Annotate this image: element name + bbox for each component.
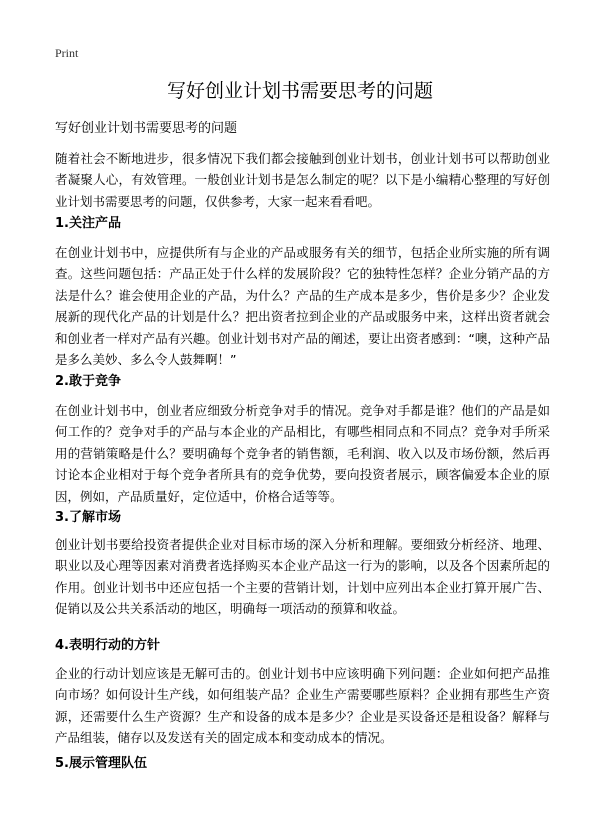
section-heading-management-team: 5.展示管理队伍 <box>55 756 147 771</box>
section-heading-market: 3.了解市场 <box>55 510 121 525</box>
section-body-product: 在创业计划书中，应提供所有与企业的产品或服务有关的细节，包括企业所实施的所有调查。这些问题包括：产品正处于什么样的发展阶段？它的独特性怎样？企业分销产品的方法是什么？谁会使用企业的产品，为什么？产品的生产成本是多少，售价是多少？企业发展新的现代化产品的计划是什么？把出资者拉到企业的产品或服务中来，这样出资者就会和创业者一样对产品有兴趣。创业计划书对产品的阐述，要让出资者感到：“噢，这种产品是多么美妙、多么令人鼓舞啊！” <box>55 245 550 368</box>
document-subtitle: 写好创业计划书需要思考的问题 <box>55 121 238 136</box>
section-body-market: 创业计划书要给投资者提供企业对目标市场的深入分析和理解。要细致分析经济、地理、职业以及心理等因素对消费者选择购买本企业产品这一行为的影响，以及各个因素所起的作用。创业计划书中还应包括一个主要的营销计划，计划中应列出本企业打算开展广告、促销以及公共关系活动的地区，明确每一项活动的预算和收益。 <box>55 537 550 617</box>
section-body-competition: 在创业计划书中，创业者应细致分析竞争对手的情况。竞争对手都是谁？他们的产品是如何工作的？竞争对手的产品与本企业的产品相比，有哪些相同点和不同点？竞争对手所采用的营销策略是什么？要明确每个竞争者的销售额，毛利润、收入以及市场份额，然后再讨论本企业相对于每个竞争者所具有的竞争优势，要向投资者展示，顾客偏爱本企业的原因，例如，产品质量好，定位适中，价格合适等等。 <box>55 403 550 504</box>
section-heading-action-plan: 4.表明行动的方针 <box>55 638 160 653</box>
document-title: 写好创业计划书需要思考的问题 <box>166 80 433 102</box>
print-label[interactable]: Print <box>55 46 79 60</box>
section-heading-competition: 2.敢于竞争 <box>55 374 121 389</box>
section-heading-product: 1.关注产品 <box>55 216 121 231</box>
intro-paragraph: 随着社会不断地进步，很多情况下我们都会接触到创业计划书，创业计划书可以帮助创业者凝聚人心，有效管理。一般创业计划书是怎么制定的呢？以下是小编精心整理的写好创业计划书需要思考的问题，仅供参考，大家一起来看看吧。 <box>55 151 550 209</box>
section-body-action-plan: 企业的行动计划应该是无解可击的。创业计划书中应该明确下列问题：企业如何把产品推向市场？如何设计生产线，如何组装产品？企业生产需要哪些原料？企业拥有那些生产资源，还需要什么生产资源？生产和设备的成本是多少？企业是买设备还是租设备？解释与产品组装，储存以及发送有关的固定成本和变动成本的情况。 <box>55 666 550 746</box>
